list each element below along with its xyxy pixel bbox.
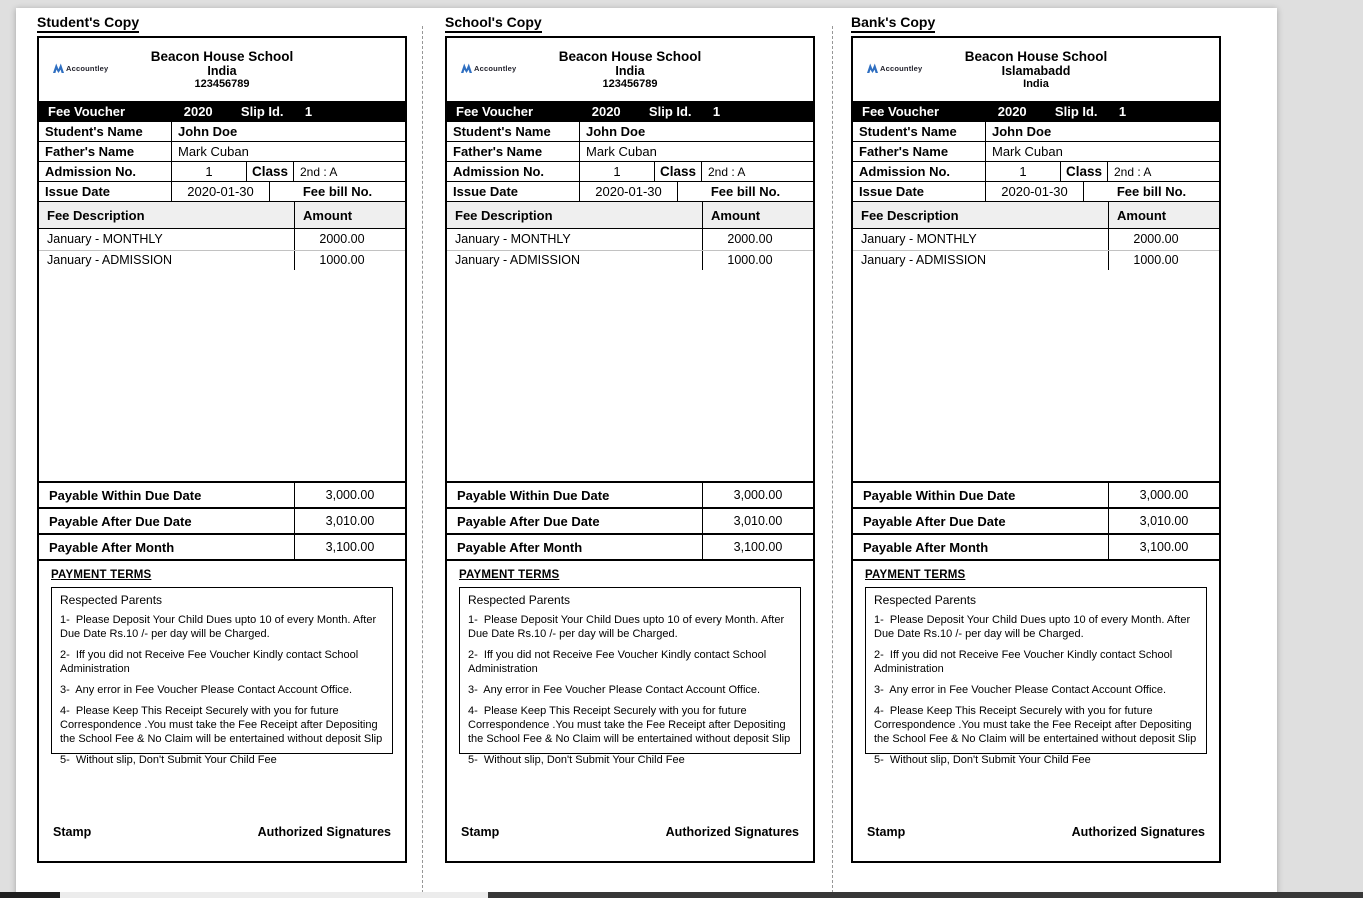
issue-date-row — [853, 181, 1219, 201]
copy-separator-dashed-line-1 — [422, 26, 423, 893]
payment-term-item: 2- Iff you did not Receive Fee Voucher Kindly contact School Administration — [60, 648, 361, 675]
fee-voucher-title-bar — [39, 101, 405, 121]
slip-id-value: 1 — [712, 103, 721, 119]
fee-table-header-row — [447, 201, 813, 229]
admission-row — [39, 161, 405, 181]
amount-header: Amount — [711, 207, 761, 223]
scrollbar-thumb[interactable] — [60, 892, 488, 898]
stamp-signature-row — [459, 825, 801, 839]
payment-terms-box — [459, 587, 801, 766]
payable-after-month-row — [39, 533, 405, 559]
document-page — [16, 8, 1277, 898]
accountley-logo-icon — [867, 63, 878, 73]
payable-amount: 3,000.00 — [325, 488, 375, 502]
admission-row — [853, 161, 1219, 181]
school-location: India — [615, 63, 645, 78]
student-name-value: John Doe — [586, 124, 646, 139]
admission-no-value: 1 — [172, 162, 247, 181]
father-name-value: Mark Cuban — [586, 144, 657, 159]
accountley-logo — [461, 63, 516, 73]
fee-amount-cell: 2000.00 — [1133, 232, 1179, 247]
school-header-block — [151, 49, 294, 91]
stamp-signature-row — [51, 825, 393, 839]
student-name-row — [853, 121, 1219, 141]
father-name-value: Mark Cuban — [178, 144, 249, 159]
fee-voucher-copy — [37, 14, 407, 863]
fee-table-header-row — [39, 201, 405, 229]
father-name-row — [853, 141, 1219, 161]
fee-table-header-row — [853, 201, 1219, 229]
payment-terms-box — [865, 587, 1207, 766]
voucher-header — [39, 38, 405, 101]
payment-term-item: 2- Iff you did not Receive Fee Voucher Kindly contact School Administration — [468, 648, 769, 675]
payment-term-item: 4- Please Keep This Receipt Securely with you for future Correspondence .You must take the Fee Receipt after Depositing the School Fee & No Claim will be entertained without deposit Slip — [874, 704, 1197, 745]
payable-within-due-date-row — [853, 481, 1219, 507]
admission-no-label: Admission No. — [39, 162, 172, 181]
slip-id-label: Slip Id. — [240, 103, 284, 119]
school-header-block — [559, 49, 702, 91]
student-name-label: Student's Name — [853, 122, 986, 141]
class-value: 2nd : A — [708, 164, 746, 179]
fee-description-cell: January - MONTHLY — [853, 229, 1109, 250]
accountley-logo-text: Accountley — [880, 63, 923, 73]
horizontal-scrollbar[interactable] — [0, 892, 1363, 898]
accountley-logo — [53, 63, 108, 73]
fee-table-empty-space — [447, 270, 813, 481]
fee-amount-cell: 1000.00 — [727, 253, 773, 268]
fee-table-row — [853, 229, 1219, 250]
issue-date-value: 2020-01-30 — [172, 182, 270, 201]
slip-id-value: 1 — [304, 103, 313, 119]
payable-amount: 3,100.00 — [325, 540, 375, 554]
fee-table-row — [447, 250, 813, 271]
voucher-box — [851, 36, 1221, 863]
payment-terms-title: PAYMENT TERMS — [51, 569, 152, 581]
fee-description-header: Fee Description — [39, 202, 295, 228]
payable-label: Payable After Month — [853, 535, 1109, 559]
payable-amount: 3,010.00 — [733, 514, 783, 528]
payable-amount: 3,010.00 — [1139, 514, 1189, 528]
school-sub-line: 123456789 — [602, 77, 658, 90]
slip-id-label: Slip Id. — [648, 103, 692, 119]
copy-title: Bank's Copy — [851, 14, 935, 33]
payment-terms-salutation: Respected Parents — [60, 593, 163, 607]
payment-term-item: 3- Any error in Fee Voucher Please Contact Account Office. — [468, 683, 761, 696]
voucher-year: 2020 — [183, 103, 213, 119]
voucher-year: 2020 — [591, 103, 621, 119]
accountley-logo-text: Accountley — [474, 63, 517, 73]
student-name-row — [447, 121, 813, 141]
stamp-label: Stamp — [461, 825, 500, 839]
payment-term-item: 5- Without slip, Don't Submit Your Child Fee — [874, 753, 1091, 766]
payment-term-item: 2- Iff you did not Receive Fee Voucher Kindly contact School Administration — [874, 648, 1175, 675]
payable-label: Payable After Due Date — [853, 509, 1109, 533]
payment-terms-title: PAYMENT TERMS — [865, 569, 966, 581]
payable-within-due-date-row — [447, 481, 813, 507]
voucher-box — [445, 36, 815, 863]
payment-terms-section — [447, 559, 813, 861]
father-name-label: Father's Name — [39, 142, 172, 161]
payment-term-item: 4- Please Keep This Receipt Securely with you for future Correspondence .You must take the Fee Receipt after Depositing the School Fee & No Claim will be entertained without deposit Slip — [468, 704, 791, 745]
fee-table-empty-space — [853, 270, 1219, 481]
fee-description-cell: January - ADMISSION — [39, 251, 295, 271]
student-name-label: Student's Name — [39, 122, 172, 141]
payment-term-item: 3- Any error in Fee Voucher Please Contact Account Office. — [874, 683, 1167, 696]
admission-no-label: Admission No. — [447, 162, 580, 181]
payment-term-item: 1- Please Deposit Your Child Dues upto 10 of every Month. After Due Date Rs.10 /- per day will be Charged. — [874, 614, 1194, 640]
payable-label: Payable Within Due Date — [853, 483, 1109, 507]
school-name: Beacon House School — [558, 48, 702, 64]
issue-date-row — [447, 181, 813, 201]
payable-label: Payable After Due Date — [39, 509, 295, 533]
class-value: 2nd : A — [300, 164, 338, 179]
fee-table-row — [853, 250, 1219, 271]
fee-description-cell: January - MONTHLY — [447, 229, 703, 250]
slip-id-label: Slip Id. — [1054, 103, 1098, 119]
payment-terms-section — [39, 559, 405, 861]
payable-after-due-date-row — [853, 507, 1219, 533]
father-name-label: Father's Name — [853, 142, 986, 161]
payment-term-item: 5- Without slip, Don't Submit Your Child Fee — [60, 753, 277, 766]
fee-bill-no-label: Fee bill No. — [710, 184, 781, 199]
fee-table-row — [447, 229, 813, 250]
payable-after-due-date-row — [39, 507, 405, 533]
payment-terms-section — [853, 559, 1219, 861]
payable-after-month-row — [853, 533, 1219, 559]
payment-terms-salutation: Respected Parents — [468, 593, 571, 607]
issue-date-label: Issue Date — [39, 182, 172, 201]
issue-date-value: 2020-01-30 — [986, 182, 1084, 201]
authorized-signatures-label: Authorized Signatures — [257, 825, 391, 839]
student-name-label: Student's Name — [447, 122, 580, 141]
fee-voucher-label: Fee Voucher — [862, 103, 940, 119]
payable-label: Payable Within Due Date — [39, 483, 295, 507]
issue-date-label: Issue Date — [853, 182, 986, 201]
payment-term-item: 3- Any error in Fee Voucher Please Contact Account Office. — [60, 683, 353, 696]
payment-term-item: 5- Without slip, Don't Submit Your Child Fee — [468, 753, 685, 766]
student-name-row — [39, 121, 405, 141]
issue-date-label: Issue Date — [447, 182, 580, 201]
fee-description-cell: January - MONTHLY — [39, 229, 295, 250]
school-sub-line: India — [1023, 77, 1049, 90]
fee-description-header: Fee Description — [853, 202, 1109, 228]
fee-amount-cell: 1000.00 — [319, 253, 365, 268]
school-location: India — [207, 63, 237, 78]
fee-bill-no-label: Fee bill No. — [1116, 184, 1187, 199]
scrollbar-track-left-segment[interactable] — [0, 892, 60, 898]
copy-title: Student's Copy — [37, 14, 139, 33]
accountley-logo — [867, 63, 922, 73]
school-location: Islamabadd — [1001, 63, 1071, 78]
school-name: Beacon House School — [150, 48, 294, 64]
class-label: Class — [1061, 162, 1108, 181]
voucher-box — [37, 36, 407, 863]
father-name-row — [39, 141, 405, 161]
stamp-label: Stamp — [53, 825, 92, 839]
school-sub-line: 123456789 — [194, 77, 250, 90]
class-label: Class — [247, 162, 294, 181]
fee-amount-cell: 2000.00 — [727, 232, 773, 247]
class-label: Class — [655, 162, 702, 181]
authorized-signatures-label: Authorized Signatures — [1071, 825, 1205, 839]
payment-terms-box — [51, 587, 393, 766]
father-name-row — [447, 141, 813, 161]
payable-amount: 3,000.00 — [733, 488, 783, 502]
payable-label: Payable After Month — [447, 535, 703, 559]
payable-amount: 3,100.00 — [733, 540, 783, 554]
father-name-label: Father's Name — [447, 142, 580, 161]
fee-bill-no-label: Fee bill No. — [302, 184, 373, 199]
fee-table-empty-space — [39, 270, 405, 481]
fee-voucher-label: Fee Voucher — [48, 103, 126, 119]
issue-date-value: 2020-01-30 — [580, 182, 678, 201]
payable-within-due-date-row — [39, 481, 405, 507]
fee-amount-cell: 1000.00 — [1133, 253, 1179, 268]
payable-after-month-row — [447, 533, 813, 559]
fee-description-cell: January - ADMISSION — [447, 251, 703, 271]
student-name-value: John Doe — [178, 124, 238, 139]
fee-voucher-copy — [851, 14, 1221, 863]
accountley-logo-icon — [53, 63, 64, 73]
father-name-value: Mark Cuban — [992, 144, 1063, 159]
issue-date-row — [39, 181, 405, 201]
fee-table-row — [39, 250, 405, 271]
payable-amount: 3,010.00 — [325, 514, 375, 528]
payable-label: Payable Within Due Date — [447, 483, 703, 507]
copy-title: School's Copy — [445, 14, 542, 33]
fee-voucher-label: Fee Voucher — [456, 103, 534, 119]
payment-terms-salutation: Respected Parents — [874, 593, 977, 607]
payable-label: Payable After Due Date — [447, 509, 703, 533]
authorized-signatures-label: Authorized Signatures — [665, 825, 799, 839]
payable-amount: 3,100.00 — [1139, 540, 1189, 554]
payment-term-item: 1- Please Deposit Your Child Dues upto 10 of every Month. After Due Date Rs.10 /- per day will be Charged. — [468, 614, 788, 640]
fee-description-header: Fee Description — [447, 202, 703, 228]
payable-label: Payable After Month — [39, 535, 295, 559]
class-value: 2nd : A — [1114, 164, 1152, 179]
admission-row — [447, 161, 813, 181]
slip-id-value: 1 — [1118, 103, 1127, 119]
fee-amount-cell: 2000.00 — [319, 232, 365, 247]
admission-no-label: Admission No. — [853, 162, 986, 181]
voucher-header — [447, 38, 813, 101]
school-name: Beacon House School — [964, 48, 1108, 64]
amount-header: Amount — [303, 207, 353, 223]
stamp-signature-row — [865, 825, 1207, 839]
fee-description-cell: January - ADMISSION — [853, 251, 1109, 271]
payable-amount: 3,000.00 — [1139, 488, 1189, 502]
payment-terms-title: PAYMENT TERMS — [459, 569, 560, 581]
student-name-value: John Doe — [992, 124, 1052, 139]
accountley-logo-icon — [461, 63, 472, 73]
admission-no-value: 1 — [580, 162, 655, 181]
fee-voucher-copy — [445, 14, 815, 863]
school-header-block — [965, 49, 1108, 91]
voucher-year: 2020 — [997, 103, 1027, 119]
payment-term-item: 1- Please Deposit Your Child Dues upto 10 of every Month. After Due Date Rs.10 /- per day will be Charged. — [60, 614, 380, 640]
admission-no-value: 1 — [986, 162, 1061, 181]
copy-separator-dashed-line-2 — [832, 26, 833, 893]
fee-voucher-title-bar — [853, 101, 1219, 121]
fee-voucher-title-bar — [447, 101, 813, 121]
payment-term-item: 4- Please Keep This Receipt Securely with you for future Correspondence .You must take the Fee Receipt after Depositing the School Fee & No Claim will be entertained without deposit Slip — [60, 704, 383, 745]
stamp-label: Stamp — [867, 825, 906, 839]
accountley-logo-text: Accountley — [66, 63, 109, 73]
amount-header: Amount — [1117, 207, 1167, 223]
fee-table-row — [39, 229, 405, 250]
voucher-header — [853, 38, 1219, 101]
payable-after-due-date-row — [447, 507, 813, 533]
